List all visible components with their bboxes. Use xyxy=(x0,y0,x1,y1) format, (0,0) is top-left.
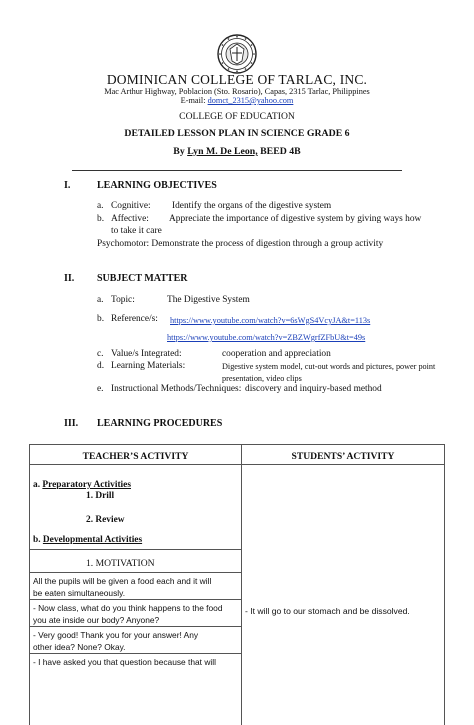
table-column-divider xyxy=(241,445,242,725)
objective-psychomotor: Psychomotor: Demonstrate the process of digestion through a group activity xyxy=(97,239,384,249)
teacher-activity-1-line-1: All the pupils will be given a food each and it will xyxy=(33,576,212,586)
plan-title: DETAILED LESSON PLAN IN SCIENCE GRADE 6 xyxy=(124,128,350,139)
section-2-title: SUBJECT MATTER xyxy=(97,273,188,284)
email-label: E-mail: xyxy=(180,96,206,105)
author-name: Lyn M. De Leon, xyxy=(187,146,258,157)
objective-a-letter: a. xyxy=(97,201,104,211)
methods-label: Instructional Methods/Techniques: xyxy=(111,384,242,394)
topic-label: Topic: xyxy=(111,295,135,305)
email-line xyxy=(0,96,474,105)
drill-heading: 1. Drill xyxy=(86,491,115,501)
review-heading: 2. Review xyxy=(86,515,125,525)
objective-a-label: Cognitive: xyxy=(111,201,151,211)
reference-link-2[interactable]: https://www.youtube.com/watch?v=ZBZWgrfZFbU&t=49s xyxy=(167,333,366,342)
row-divider-4 xyxy=(30,626,241,627)
objective-b-letter: b. xyxy=(97,214,105,224)
materials-value: Digestive system model, cut-out words and pictures, power point xyxy=(222,362,436,371)
row-divider-1 xyxy=(30,549,241,550)
section-3-title: LEARNING PROCEDURES xyxy=(97,418,223,429)
student-activity-header: STUDENTS’ ACTIVITY xyxy=(291,451,395,462)
department: COLLEGE OF EDUCATION xyxy=(179,111,295,122)
objective-b-text: Appreciate the importance of digestive system by giving ways how xyxy=(169,214,422,224)
objective-b-label: Affective: xyxy=(111,214,149,224)
teacher-activity-4 xyxy=(33,656,238,668)
header-divider xyxy=(72,170,402,171)
teacher-activity-3-line-1: - Very good! Thank you for your answer! Any xyxy=(33,630,199,640)
teacher-activity-2 xyxy=(33,602,238,626)
developmental-activities-heading xyxy=(33,534,238,546)
teacher-activity-2-line-2: you ate inside our body? Anyone? xyxy=(33,615,160,625)
row-divider-5 xyxy=(30,653,241,654)
teacher-activity-1 xyxy=(33,575,238,599)
college-address: Mac Arthur Highway, Poblacion (Sto. Rosario), Capas, 2315 Tarlac, Philippines xyxy=(104,87,370,96)
row-divider-2 xyxy=(30,572,241,573)
teacher-activity-2-line-1: - Now class, what do you think happens to the food xyxy=(33,603,223,613)
dev-letter: b. xyxy=(33,535,41,545)
college-seal-logo xyxy=(217,34,257,74)
objective-b-text-cont: to take it care xyxy=(111,226,162,236)
teacher-activity-3 xyxy=(33,629,238,653)
topic-letter: a. xyxy=(97,295,104,305)
motivation-heading: 1. MOTIVATION xyxy=(86,558,155,569)
values-label: Value/s Integrated: xyxy=(111,349,182,359)
materials-value-cont: presentation, video clips xyxy=(222,374,302,383)
values-letter: c. xyxy=(97,349,104,359)
reference-link-1[interactable]: https://www.youtube.com/watch?v=6sWgS4VcyJA&t=113s xyxy=(170,316,371,325)
teacher-activity-header: TEACHER’S ACTIVITY xyxy=(82,451,189,462)
methods-letter: e. xyxy=(97,384,104,394)
college-name: DOMINICAN COLLEGE OF TARLAC, INC. xyxy=(106,72,368,87)
dev-title: Developmental Activities xyxy=(42,535,143,545)
course: BEED 4B xyxy=(260,146,301,157)
student-activity-1: - It will go to our stomach and be dissolved. xyxy=(245,606,410,616)
topic-value: The Digestive System xyxy=(167,295,250,305)
materials-letter: d. xyxy=(97,361,105,371)
teacher-activity-3-line-2: other idea? None? Okay. xyxy=(33,642,126,652)
section-1-number: I. xyxy=(64,180,71,191)
values-value: cooperation and appreciation xyxy=(222,349,331,359)
section-3-number: III. xyxy=(64,418,79,429)
teacher-activity-1-line-2: be eaten simultaneously. xyxy=(33,588,126,598)
author-line xyxy=(0,146,474,157)
teacher-activity-4-line-1: - I have asked you that question because that will xyxy=(33,657,216,667)
header-row-divider xyxy=(30,464,444,465)
materials-label: Learning Materials: xyxy=(111,361,186,371)
by-label: By xyxy=(173,146,185,157)
reference-label: Reference/s: xyxy=(111,314,158,324)
prep-letter: a. xyxy=(33,480,41,490)
section-2-number: II. xyxy=(64,273,75,284)
procedures-table xyxy=(29,444,445,725)
prep-title: Preparatory Activities xyxy=(42,480,131,490)
row-divider-3 xyxy=(30,599,241,600)
reference-letter: b. xyxy=(97,314,105,324)
section-1-title: LEARNING OBJECTIVES xyxy=(97,180,217,191)
email-link[interactable]: domct_2315@yahoo.com xyxy=(207,96,294,105)
objective-a-text: Identify the organs of the digestive system xyxy=(172,201,332,211)
methods-value: discovery and inquiry-based method xyxy=(245,384,382,394)
